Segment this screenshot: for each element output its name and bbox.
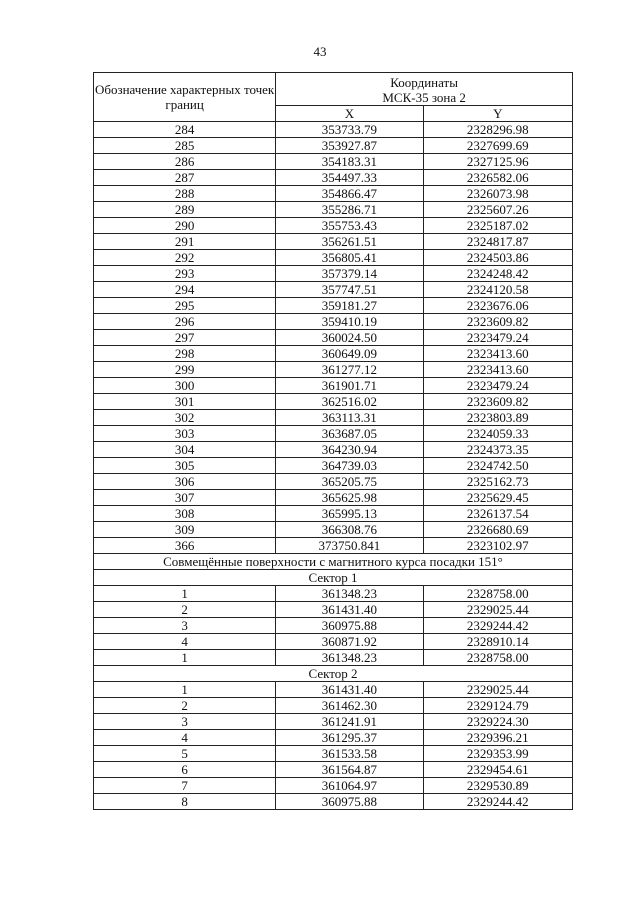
y-cell: 2323676.06	[423, 298, 572, 314]
x-cell: 361295.37	[276, 730, 423, 746]
point-name-cell: 291	[94, 234, 276, 250]
header-coordinate-system: МСК-35 зона 2	[382, 90, 466, 105]
y-cell: 2328296.98	[423, 122, 572, 138]
x-cell: 353927.87	[276, 138, 423, 154]
section-title-row	[94, 554, 573, 570]
y-cell: 2328758.00	[423, 586, 572, 602]
table-row	[94, 506, 573, 522]
table-row	[94, 266, 573, 282]
y-cell: 2325607.26	[423, 202, 572, 218]
point-name-cell: 1	[94, 650, 276, 666]
x-cell: 357379.14	[276, 266, 423, 282]
y-cell: 2324817.87	[423, 234, 572, 250]
x-cell: 365205.75	[276, 474, 423, 490]
x-cell: 356805.41	[276, 250, 423, 266]
point-name-cell: 298	[94, 346, 276, 362]
x-cell: 360975.88	[276, 794, 423, 810]
point-name-cell: 293	[94, 266, 276, 282]
header-x: X	[276, 106, 423, 122]
sector1-rows	[94, 586, 573, 666]
table-row	[94, 778, 573, 794]
x-cell: 364739.03	[276, 458, 423, 474]
point-name-cell: 308	[94, 506, 276, 522]
point-name-cell: 289	[94, 202, 276, 218]
table-row	[94, 714, 573, 730]
point-name-cell: 304	[94, 442, 276, 458]
y-cell: 2324742.50	[423, 458, 572, 474]
header-coordinates-title: Координаты	[390, 75, 458, 90]
point-name-cell: 1	[94, 586, 276, 602]
table-row	[94, 362, 573, 378]
y-cell: 2323413.60	[423, 346, 572, 362]
x-cell: 354497.33	[276, 170, 423, 186]
table-header-row	[94, 73, 573, 106]
point-name-cell: 295	[94, 298, 276, 314]
point-name-cell: 309	[94, 522, 276, 538]
y-cell: 2329244.42	[423, 618, 572, 634]
table-row	[94, 410, 573, 426]
table-row	[94, 298, 573, 314]
x-cell: 362516.02	[276, 394, 423, 410]
point-name-cell: 303	[94, 426, 276, 442]
x-cell: 359410.19	[276, 314, 423, 330]
point-name-cell: 297	[94, 330, 276, 346]
x-cell: 356261.51	[276, 234, 423, 250]
y-cell: 2325187.02	[423, 218, 572, 234]
y-cell: 2323479.24	[423, 330, 572, 346]
table-row	[94, 698, 573, 714]
table-row	[94, 586, 573, 602]
sector1-title: Сектор 1	[94, 570, 573, 586]
point-name-cell: 306	[94, 474, 276, 490]
x-cell: 361348.23	[276, 586, 423, 602]
y-cell: 2328910.14	[423, 634, 572, 650]
y-cell: 2323102.97	[423, 538, 572, 554]
table-row	[94, 538, 573, 554]
table-row	[94, 154, 573, 170]
y-cell: 2323413.60	[423, 362, 572, 378]
y-cell: 2326137.54	[423, 506, 572, 522]
x-cell: 360649.09	[276, 346, 423, 362]
x-cell: 360871.92	[276, 634, 423, 650]
table-row	[94, 282, 573, 298]
sector2-title: Сектор 2	[94, 666, 573, 682]
x-cell: 355753.43	[276, 218, 423, 234]
table-row	[94, 250, 573, 266]
y-cell: 2325162.73	[423, 474, 572, 490]
table-row	[94, 234, 573, 250]
y-cell: 2326582.06	[423, 170, 572, 186]
table-row	[94, 426, 573, 442]
x-cell: 359181.27	[276, 298, 423, 314]
x-cell: 366308.76	[276, 522, 423, 538]
point-name-cell: 285	[94, 138, 276, 154]
point-name-cell: 6	[94, 762, 276, 778]
table-row	[94, 186, 573, 202]
table-row	[94, 618, 573, 634]
y-cell: 2329025.44	[423, 602, 572, 618]
point-name-cell: 286	[94, 154, 276, 170]
x-cell: 373750.841	[276, 538, 423, 554]
point-name-cell: 3	[94, 618, 276, 634]
point-name-cell: 288	[94, 186, 276, 202]
x-cell: 365625.98	[276, 490, 423, 506]
point-name-cell: 366	[94, 538, 276, 554]
table-row	[94, 458, 573, 474]
table-row	[94, 490, 573, 506]
y-cell: 2323609.82	[423, 314, 572, 330]
y-cell: 2329530.89	[423, 778, 572, 794]
point-name-cell: 4	[94, 730, 276, 746]
x-cell: 365995.13	[276, 506, 423, 522]
y-cell: 2324373.35	[423, 442, 572, 458]
table-row	[94, 602, 573, 618]
x-cell: 363687.05	[276, 426, 423, 442]
table-row	[94, 442, 573, 458]
table-row	[94, 330, 573, 346]
table-row	[94, 202, 573, 218]
y-cell: 2326073.98	[423, 186, 572, 202]
table-row	[94, 762, 573, 778]
point-name-cell: 300	[94, 378, 276, 394]
point-name-cell: 284	[94, 122, 276, 138]
table-row	[94, 218, 573, 234]
table-row	[94, 794, 573, 810]
table-row	[94, 730, 573, 746]
x-cell: 361431.40	[276, 602, 423, 618]
y-cell: 2329244.42	[423, 794, 572, 810]
table-row	[94, 650, 573, 666]
header-coordinates	[276, 73, 573, 106]
point-name-cell: 4	[94, 634, 276, 650]
x-cell: 361064.97	[276, 778, 423, 794]
section-block	[94, 554, 573, 586]
y-cell: 2328758.00	[423, 650, 572, 666]
point-name-cell: 301	[94, 394, 276, 410]
point-name-cell: 296	[94, 314, 276, 330]
y-cell: 2329124.79	[423, 698, 572, 714]
x-cell: 361277.12	[276, 362, 423, 378]
point-name-cell: 307	[94, 490, 276, 506]
table-row	[94, 682, 573, 698]
table-row	[94, 170, 573, 186]
table-row	[94, 346, 573, 362]
x-cell: 354183.31	[276, 154, 423, 170]
point-name-cell: 3	[94, 714, 276, 730]
y-cell: 2324059.33	[423, 426, 572, 442]
table-row	[94, 378, 573, 394]
y-cell: 2324120.58	[423, 282, 572, 298]
y-cell: 2327699.69	[423, 138, 572, 154]
x-cell: 361348.23	[276, 650, 423, 666]
point-name-cell: 299	[94, 362, 276, 378]
point-name-cell: 287	[94, 170, 276, 186]
table-row	[94, 394, 573, 410]
table-row	[94, 474, 573, 490]
y-cell: 2324503.86	[423, 250, 572, 266]
main-rows	[94, 122, 573, 554]
table-row	[94, 746, 573, 762]
y-cell: 2323479.24	[423, 378, 572, 394]
y-cell: 2324248.42	[423, 266, 572, 282]
y-cell: 2326680.69	[423, 522, 572, 538]
x-cell: 361241.91	[276, 714, 423, 730]
x-cell: 360024.50	[276, 330, 423, 346]
y-cell: 2329224.30	[423, 714, 572, 730]
x-cell: 363113.31	[276, 410, 423, 426]
point-name-cell: 290	[94, 218, 276, 234]
x-cell: 361533.58	[276, 746, 423, 762]
x-cell: 357747.51	[276, 282, 423, 298]
table-row	[94, 138, 573, 154]
x-cell: 354866.47	[276, 186, 423, 202]
section-title: Совмещённые поверхности с магнитного курса посадки 151°	[94, 554, 573, 570]
y-cell: 2329025.44	[423, 682, 572, 698]
point-name-cell: 302	[94, 410, 276, 426]
x-cell: 361564.87	[276, 762, 423, 778]
x-cell: 361901.71	[276, 378, 423, 394]
y-cell: 2329353.99	[423, 746, 572, 762]
sector2-rows	[94, 682, 573, 810]
table-row	[94, 522, 573, 538]
y-cell: 2327125.96	[423, 154, 572, 170]
y-cell: 2329396.21	[423, 730, 572, 746]
x-cell: 360975.88	[276, 618, 423, 634]
sector2-block	[94, 666, 573, 682]
x-cell: 361431.40	[276, 682, 423, 698]
x-cell: 364230.94	[276, 442, 423, 458]
sector1-title-row	[94, 570, 573, 586]
point-name-cell: 2	[94, 602, 276, 618]
page-number: 43	[313, 44, 327, 59]
point-name-cell: 2	[94, 698, 276, 714]
point-name-cell: 7	[94, 778, 276, 794]
header-y: Y	[423, 106, 572, 122]
y-cell: 2323803.89	[423, 410, 572, 426]
sector2-title-row	[94, 666, 573, 682]
point-name-cell: 5	[94, 746, 276, 762]
point-name-cell: 8	[94, 794, 276, 810]
point-name-cell: 294	[94, 282, 276, 298]
point-name-cell: 305	[94, 458, 276, 474]
y-cell: 2323609.82	[423, 394, 572, 410]
point-name-cell: 292	[94, 250, 276, 266]
x-cell: 353733.79	[276, 122, 423, 138]
header-point-name: Обозначение характерных точек границ	[94, 73, 276, 122]
table-row	[94, 314, 573, 330]
table-row	[94, 122, 573, 138]
y-cell: 2325629.45	[423, 490, 572, 506]
point-name-cell: 1	[94, 682, 276, 698]
table-row	[94, 634, 573, 650]
y-cell: 2329454.61	[423, 762, 572, 778]
x-cell: 361462.30	[276, 698, 423, 714]
x-cell: 355286.71	[276, 202, 423, 218]
coordinates-table	[93, 72, 573, 810]
